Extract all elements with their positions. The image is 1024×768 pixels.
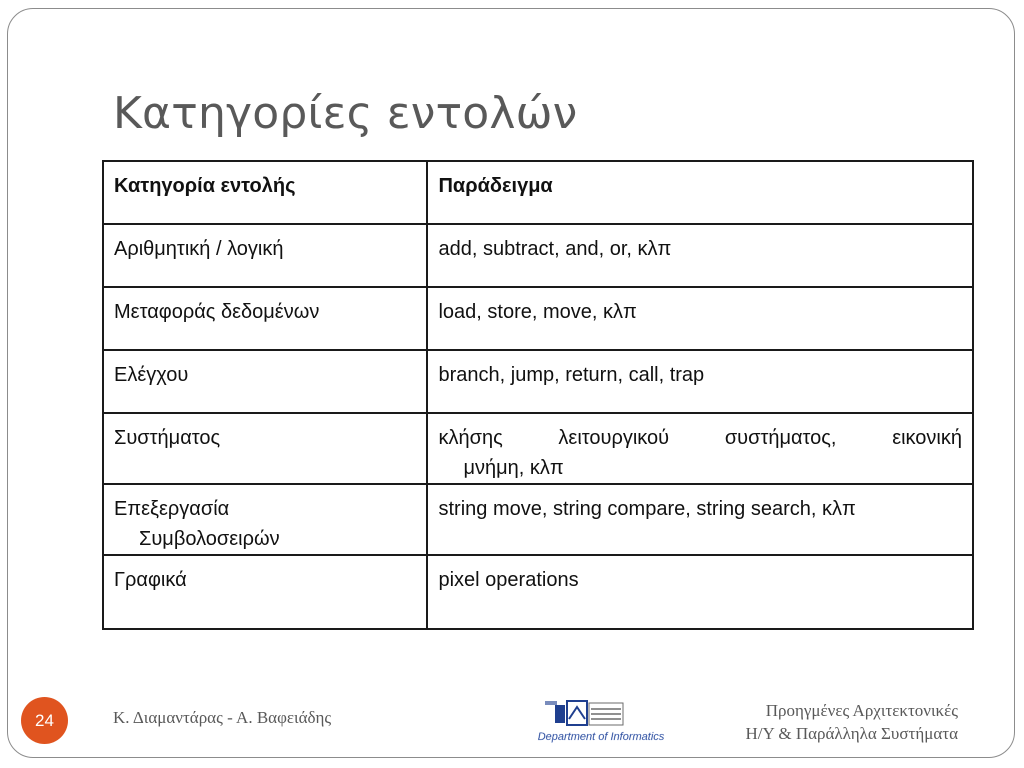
example-text: add, subtract, and, or, κλπ — [438, 238, 672, 260]
table-row — [103, 555, 973, 629]
footer-authors: Κ. Διαμαντάρας - Α. Βαφειάδης — [113, 708, 332, 727]
page-number-badge: 24 — [21, 697, 68, 744]
category-text: Μεταφοράς δεδομένων — [114, 301, 320, 323]
example-text: load, store, move, κλπ — [438, 301, 637, 323]
course-title-line2: Η/Υ & Παράλληλα Συστήματα — [745, 724, 958, 743]
logo-frame — [567, 701, 587, 725]
category-cell — [103, 555, 427, 629]
instruction-categories-table — [102, 160, 974, 630]
table-row — [103, 224, 973, 287]
header-example: Παράδειγμα — [427, 161, 973, 224]
category-cell — [103, 224, 427, 287]
example-cell — [427, 484, 973, 555]
category-cell — [103, 484, 427, 555]
example-cell — [427, 413, 973, 484]
category-text: Αριθμητική / λογική — [114, 238, 284, 260]
header-category: Κατηγορία εντολής — [103, 161, 427, 224]
logo-block — [555, 705, 565, 723]
table-row — [103, 350, 973, 413]
example-text: pixel operations — [438, 569, 579, 591]
table-header-row — [103, 161, 973, 224]
table-row — [103, 287, 973, 350]
example-cell — [427, 287, 973, 350]
table-row — [103, 413, 973, 484]
example-text: string move, string compare, string search, κλπ — [438, 498, 856, 520]
slide-title: Κατηγορίες εντολών — [113, 88, 578, 139]
category-cell — [103, 350, 427, 413]
category-text-continued: Συμβολοσειρών — [139, 528, 280, 550]
logo-mark — [569, 707, 585, 719]
course-title-line1: Προηγμένες Αρχιτεκτονικές — [765, 701, 958, 720]
table-row — [103, 484, 973, 555]
logo-caption: Department of Informatics — [537, 731, 665, 743]
category-text: Επεξεργασία — [114, 498, 230, 520]
category-text: Ελέγχου — [114, 364, 189, 386]
example-cell — [427, 555, 973, 629]
department-logo — [525, 699, 677, 745]
footer-course-title — [745, 699, 958, 745]
category-cell — [103, 413, 427, 484]
example-cell — [427, 224, 973, 287]
category-text: Γραφικά — [114, 569, 187, 591]
example-text: κλήσης λειτουργικού συστήματος, εικονική — [438, 427, 962, 449]
category-cell — [103, 287, 427, 350]
category-text: Συστήματος — [114, 427, 221, 449]
example-text-continued: μνήμη, κλπ — [463, 457, 564, 479]
example-cell — [427, 350, 973, 413]
example-text: branch, jump, return, call, trap — [438, 364, 705, 386]
